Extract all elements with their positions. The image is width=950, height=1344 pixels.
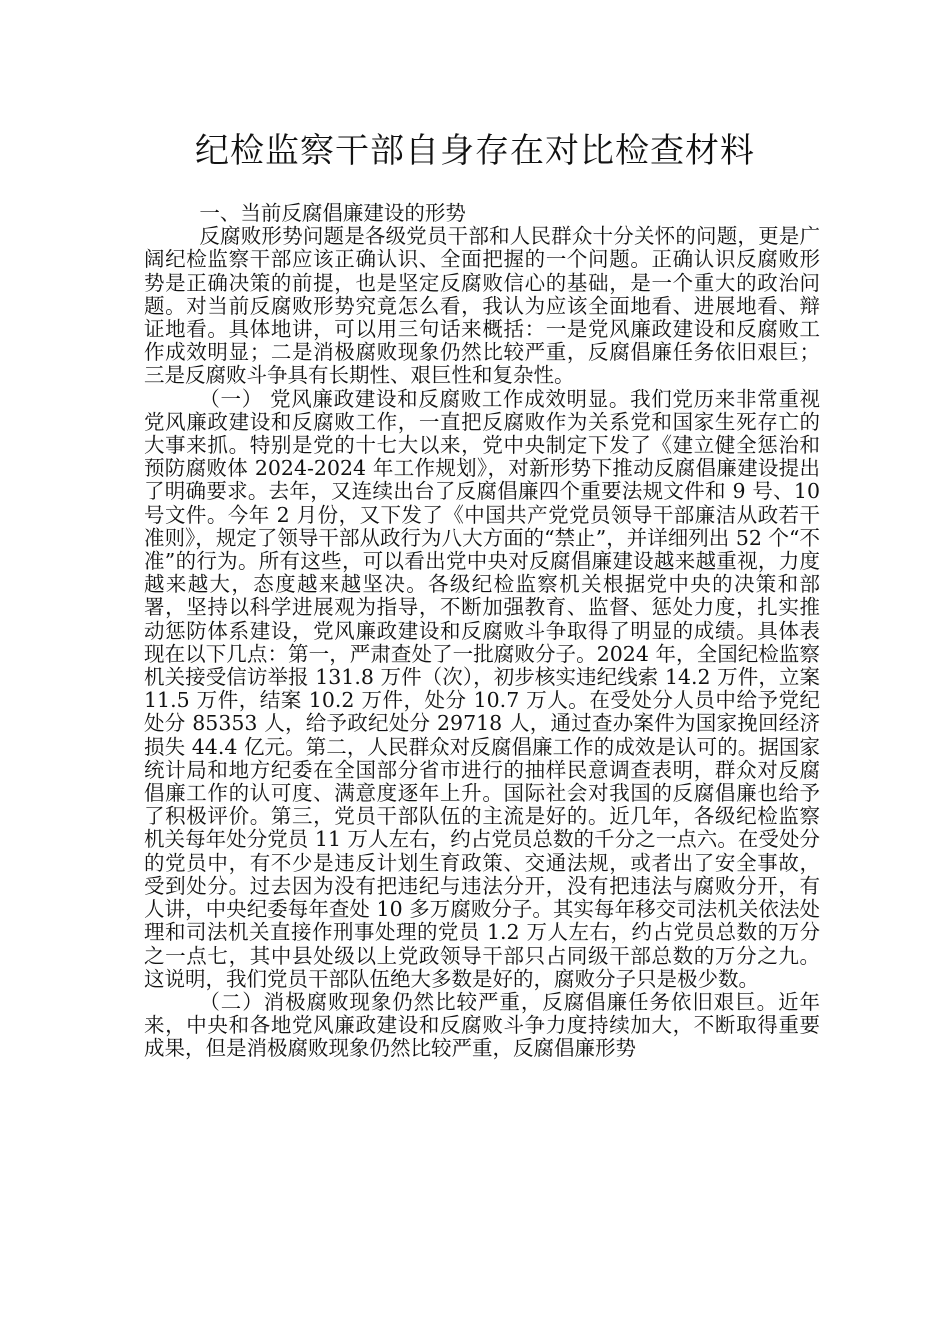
document-title: 纪检监察干部自身存在对比检查材料 <box>195 131 755 171</box>
paragraph-overview: 反腐败形势问题是各级党员干部和人民群众十分关怀的问题，更是广阔纪检监察干部应该正确认识、全面把握的一个问题。正确认识反腐败形势是正确决策的前提，也是坚定反腐败信心的基础，是一个重大的政治问题。对当前反腐败形势究竟怎么看，我认为应该全面地看、进展地看、辩证地看。具体地讲，可以用三句话来概括：一是党风廉政建设和反腐败工作成效明显；二是消极腐败现象仍然比较严重，反腐倡廉任务依旧艰巨；三是反腐败斗争具有长期性、艰巨性和复杂性。 <box>144 224 820 388</box>
paragraph-section-one: （一） 党风廉政建设和反腐败工作成效明显。我们党历来非常重视党风廉政建设和反腐败工作，一直把反腐败作为关系党和国家生死存亡的大事来抓。特别是党的十七大以来，党中央制定下发了《建立健全惩治和预防腐败体 2024-2024 年工作规划》，对新形势下推动反腐倡廉建设提出了明确要求。去年，又连续出台了反腐倡廉四个重要法规文件和 9 号、10 号文件。今年 2 月份，又下发了《中国共产党党员领导干部廉洁从政若干准则》，规定了领导干部从政行为八大方面的“禁止”，并详细列出 52 个“不准”的行为。所有这些，可以看出党中央对反腐倡廉建设越来越重视，力度越来越大，态度越来越坚决。各级纪检监察机关根据党中央的决策和部署，坚持以科学进展观为指导，不断加强教育、监督、惩处力度，扎实推动惩防体系建设，党风廉政建设和反腐败斗争取得了明显的成绩。具体表现在以下几点：第一，严肃查处了一批腐败分子。2024 年，全国纪检监察机关接受信访举报 131.8 万件（次），初步核实违纪线索 14.2 万件，立案 11.5 万件，结案 10.2 万件，处分 10.7 万人。在受处分人员中给予党纪处分 85353 人，给予政纪处分 29718 人，通过查办案件为国家挽回经济损失 44.4 亿元。第二，人民群众对反腐倡廉工作的成效是认可的。据国家统计局和地方纪委在全国部分省市进行的抽样民意调查表明，群众对反腐倡廉工作的认可度、满意度逐年上升。国际社会对我国的反腐倡廉也给予了积极评价。第三，党员干部队伍的主流是好的。近几年，各级纪检监察机关每年处分党员 11 万人左右，约占党员总数的千分之一点六。在受处分的党员中，有不少是违反计划生育政策、交通法规，或者出了安全事故，受到处分。过去因为没有把违纪与违法分开，没有把违法与腐败分开，有人讲，中央纪委每年查处 10 多万腐败分子。其实每年移交司法机关依法处理和司法机关直接作刑事处理的党员 1.2 万人左右，约占党员总数的万分之一点七，其中县处级以上党政领导干部只占同级干部总数的万分之九。这说明，我们党员干部队伍绝大多数是好的，腐败分子只是极少数。 <box>144 386 820 991</box>
document-body <box>144 202 820 1061</box>
paragraph-section-two: （二）消极腐败现象仍然比较严重，反腐倡廉任务依旧艰巨。近年来，中央和各地党风廉政建设和反腐败斗争力度持续加大，不断取得重要成果，但是消极腐败现象仍然比较严重，反腐倡廉形势 <box>144 989 820 1061</box>
section-heading: 一、当前反腐倡廉建设的形势 <box>199 201 466 225</box>
